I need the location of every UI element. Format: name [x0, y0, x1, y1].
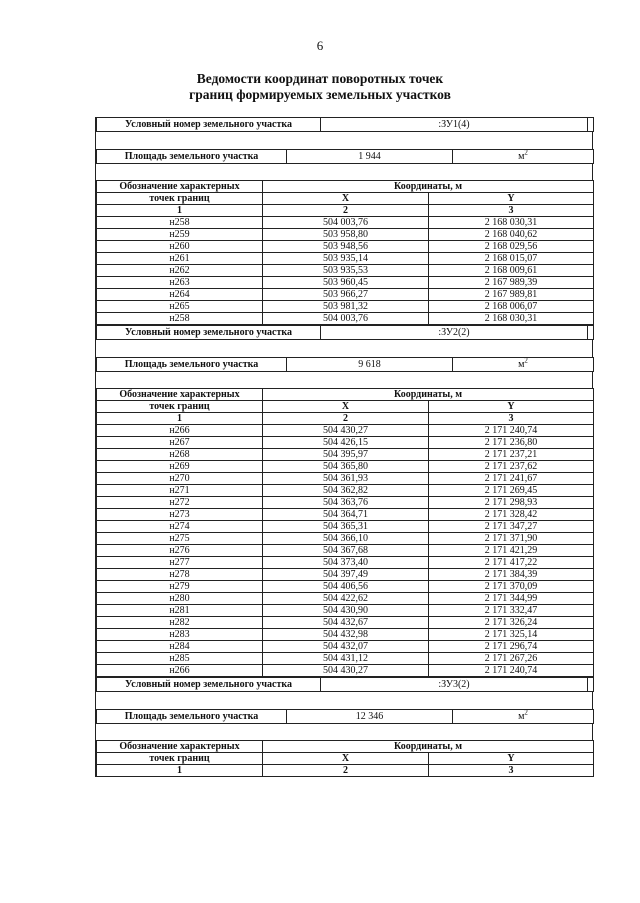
table-gap [96, 340, 593, 357]
coordinates-header: Координаты, м [263, 389, 594, 401]
y-coordinate: 2 171 296,74 [429, 641, 594, 653]
table-row [97, 545, 594, 557]
y-header: Y [429, 753, 594, 765]
y-coordinate: 2 168 030,31 [429, 217, 594, 229]
point-id: н259 [97, 229, 263, 241]
header-row-2 [97, 401, 594, 413]
x-coordinate: 504 426,15 [263, 437, 429, 449]
y-coordinate: 2 168 006,07 [429, 301, 594, 313]
point-id: н268 [97, 449, 263, 461]
x-coordinate: 504 365,80 [263, 461, 429, 473]
y-coordinate: 2 171 237,62 [429, 461, 594, 473]
parcel-number-end-cell [588, 326, 594, 340]
point-id: н262 [97, 265, 263, 277]
point-id: н283 [97, 629, 263, 641]
column-number-row [97, 413, 594, 425]
parcel-number-table [96, 117, 594, 132]
parcel-area-label: Площадь земельного участка [97, 710, 287, 724]
unit-text: м [518, 359, 525, 370]
y-header: Y [429, 401, 594, 413]
point-id: н280 [97, 593, 263, 605]
parcel-area-label: Площадь земельного участка [97, 358, 287, 372]
y-coordinate: 2 171 298,93 [429, 497, 594, 509]
point-id: н261 [97, 253, 263, 265]
document-title [0, 71, 640, 103]
table-row [97, 425, 594, 437]
table-gap [96, 132, 593, 149]
coordinates-table [96, 180, 594, 325]
point-designation-header: Обозначение характерных [97, 181, 263, 193]
coordinates-header: Координаты, м [263, 741, 594, 753]
header-row-1 [97, 389, 594, 401]
column-number-row [97, 205, 594, 217]
x-coordinate: 504 365,31 [263, 521, 429, 533]
table-row [97, 557, 594, 569]
y-coordinate: 2 171 370,09 [429, 581, 594, 593]
x-header: X [263, 193, 429, 205]
column-number-3: 3 [429, 413, 594, 425]
y-coordinate: 2 168 030,31 [429, 313, 594, 325]
point-id: н266 [97, 665, 263, 677]
point-id: н278 [97, 569, 263, 581]
y-coordinate: 2 171 240,74 [429, 665, 594, 677]
x-coordinate: 503 960,45 [263, 277, 429, 289]
page-number: 6 [316, 38, 324, 53]
table-row [97, 521, 594, 533]
table-row [97, 605, 594, 617]
point-id: н263 [97, 277, 263, 289]
point-id: н265 [97, 301, 263, 313]
column-number-1: 1 [97, 205, 263, 217]
point-id: н275 [97, 533, 263, 545]
header-row-1 [97, 181, 594, 193]
point-id: н284 [97, 641, 263, 653]
y-coordinate: 2 171 417,22 [429, 557, 594, 569]
y-coordinate: 2 171 328,42 [429, 509, 594, 521]
parcel-area-unit [453, 150, 594, 164]
header-row-1 [97, 741, 594, 753]
point-id: н285 [97, 653, 263, 665]
point-id: н270 [97, 473, 263, 485]
table-gap [96, 724, 593, 740]
table-row [97, 313, 594, 325]
point-id: н282 [97, 617, 263, 629]
table-row [97, 265, 594, 277]
x-coordinate: 504 431,12 [263, 653, 429, 665]
x-coordinate: 504 430,27 [263, 665, 429, 677]
point-id: н258 [97, 313, 263, 325]
title-line-2: границ формируемых земельных участков [189, 87, 451, 102]
unit-superscript: 2 [524, 357, 528, 365]
table-row [97, 665, 594, 677]
point-designation-header-2: точек границ [97, 193, 263, 205]
point-id: н277 [97, 557, 263, 569]
y-coordinate: 2 171 344,99 [429, 593, 594, 605]
point-id: н264 [97, 289, 263, 301]
x-coordinate: 504 432,98 [263, 629, 429, 641]
table-gap [96, 372, 593, 388]
point-designation-header-2: точек границ [97, 401, 263, 413]
parcel-area-table [96, 709, 594, 724]
coordinates-table [96, 740, 594, 777]
parcel-number-label: Условный номер земельного участка [97, 326, 321, 340]
column-number-2: 2 [263, 413, 429, 425]
point-id: н267 [97, 437, 263, 449]
point-id: н260 [97, 241, 263, 253]
table-row [97, 617, 594, 629]
parcel-area-unit [453, 710, 594, 724]
y-coordinate: 2 171 384,39 [429, 569, 594, 581]
point-designation-header: Обозначение характерных [97, 741, 263, 753]
parcel-number-table [96, 677, 594, 692]
column-number-2: 2 [263, 765, 429, 777]
point-id: н269 [97, 461, 263, 473]
y-coordinate: 2 171 332,47 [429, 605, 594, 617]
coordinates-sheet [95, 117, 593, 777]
table-gap [96, 692, 593, 709]
y-coordinate: 2 171 371,90 [429, 533, 594, 545]
coordinates-header: Координаты, м [263, 181, 594, 193]
column-number-row [97, 765, 594, 777]
table-row [97, 653, 594, 665]
parcel-number-label: Условный номер земельного участка [97, 678, 321, 692]
table-row [97, 229, 594, 241]
x-coordinate: 503 948,56 [263, 241, 429, 253]
parcel-area-label: Площадь земельного участка [97, 150, 287, 164]
table-row [97, 277, 594, 289]
y-coordinate: 2 171 241,67 [429, 473, 594, 485]
x-coordinate: 504 361,93 [263, 473, 429, 485]
unit-text: м [518, 151, 525, 162]
x-coordinate: 504 432,07 [263, 641, 429, 653]
x-coordinate: 504 395,97 [263, 449, 429, 461]
parcel-area-value: 12 346 [287, 710, 453, 724]
table-row [97, 497, 594, 509]
y-coordinate: 2 168 015,07 [429, 253, 594, 265]
point-id: н258 [97, 217, 263, 229]
x-coordinate: 504 430,90 [263, 605, 429, 617]
table-row [97, 533, 594, 545]
y-coordinate: 2 171 325,14 [429, 629, 594, 641]
y-coordinate: 2 171 326,24 [429, 617, 594, 629]
x-coordinate: 503 935,53 [263, 265, 429, 277]
table-row [97, 449, 594, 461]
column-number-3: 3 [429, 765, 594, 777]
table-row [97, 437, 594, 449]
table-row [97, 629, 594, 641]
table-row [97, 569, 594, 581]
parcel-number-value: :ЗУ3(2) [321, 678, 588, 692]
parcel-area-table [96, 357, 594, 372]
header-row-2 [97, 753, 594, 765]
parcel-area-row [97, 710, 594, 724]
x-coordinate: 504 003,76 [263, 217, 429, 229]
y-coordinate: 2 171 347,27 [429, 521, 594, 533]
column-number-2: 2 [263, 205, 429, 217]
y-coordinate: 2 168 040,62 [429, 229, 594, 241]
parcel-number-label: Условный номер земельного участка [97, 118, 321, 132]
table-row [97, 461, 594, 473]
point-id: н281 [97, 605, 263, 617]
y-coordinate: 2 171 240,74 [429, 425, 594, 437]
x-coordinate: 504 366,10 [263, 533, 429, 545]
x-header: X [263, 401, 429, 413]
title-line-1: Ведомости координат поворотных точек [196, 71, 444, 86]
parcel-number-value: :ЗУ1(4) [321, 118, 588, 132]
parcel-number-end-cell [588, 118, 594, 132]
parcel-area-value: 1 944 [287, 150, 453, 164]
x-header: X [263, 753, 429, 765]
point-id: н279 [97, 581, 263, 593]
table-row [97, 217, 594, 229]
parcel-area-row [97, 150, 594, 164]
parcel-area-table [96, 149, 594, 164]
parcel-area-row [97, 358, 594, 372]
x-coordinate: 504 422,62 [263, 593, 429, 605]
parcel-number-value: :ЗУ2(2) [321, 326, 588, 340]
y-coordinate: 2 167 989,81 [429, 289, 594, 301]
x-coordinate: 504 363,76 [263, 497, 429, 509]
y-header: Y [429, 193, 594, 205]
x-coordinate: 504 003,76 [263, 313, 429, 325]
table-row [97, 289, 594, 301]
table-row [97, 509, 594, 521]
parcel-number-row [97, 118, 594, 132]
parcel-number-table [96, 325, 594, 340]
x-coordinate: 504 373,40 [263, 557, 429, 569]
column-number-3: 3 [429, 205, 594, 217]
column-number-1: 1 [97, 765, 263, 777]
point-id: н266 [97, 425, 263, 437]
table-row [97, 473, 594, 485]
parcel-area-unit [453, 358, 594, 372]
table-row [97, 641, 594, 653]
header-row-2 [97, 193, 594, 205]
y-coordinate: 2 168 009,61 [429, 265, 594, 277]
coordinates-table [96, 388, 594, 677]
x-coordinate: 503 966,27 [263, 289, 429, 301]
x-coordinate: 503 958,80 [263, 229, 429, 241]
y-coordinate: 2 168 029,56 [429, 241, 594, 253]
x-coordinate: 504 430,27 [263, 425, 429, 437]
parcel-number-row [97, 326, 594, 340]
point-designation-header-2: точек границ [97, 753, 263, 765]
point-id: н274 [97, 521, 263, 533]
x-coordinate: 504 397,49 [263, 569, 429, 581]
y-coordinate: 2 171 236,80 [429, 437, 594, 449]
y-coordinate: 2 167 989,39 [429, 277, 594, 289]
table-row [97, 581, 594, 593]
table-row [97, 253, 594, 265]
x-coordinate: 504 364,71 [263, 509, 429, 521]
x-coordinate: 504 362,82 [263, 485, 429, 497]
parcel-number-row [97, 678, 594, 692]
x-coordinate: 504 432,67 [263, 617, 429, 629]
x-coordinate: 503 981,32 [263, 301, 429, 313]
parcel-area-value: 9 618 [287, 358, 453, 372]
unit-superscript: 2 [524, 149, 528, 157]
table-row [97, 593, 594, 605]
point-designation-header: Обозначение характерных [97, 389, 263, 401]
parcel-number-end-cell [588, 678, 594, 692]
y-coordinate: 2 171 269,45 [429, 485, 594, 497]
y-coordinate: 2 171 267,26 [429, 653, 594, 665]
point-id: н273 [97, 509, 263, 521]
unit-text: м [518, 711, 525, 722]
table-row [97, 485, 594, 497]
x-coordinate: 503 935,14 [263, 253, 429, 265]
point-id: н276 [97, 545, 263, 557]
x-coordinate: 504 367,68 [263, 545, 429, 557]
unit-superscript: 2 [524, 709, 528, 717]
table-gap [96, 164, 593, 180]
point-id: н272 [97, 497, 263, 509]
column-number-1: 1 [97, 413, 263, 425]
point-id: н271 [97, 485, 263, 497]
y-coordinate: 2 171 237,21 [429, 449, 594, 461]
x-coordinate: 504 406,56 [263, 581, 429, 593]
table-row [97, 241, 594, 253]
y-coordinate: 2 171 421,29 [429, 545, 594, 557]
table-row [97, 301, 594, 313]
